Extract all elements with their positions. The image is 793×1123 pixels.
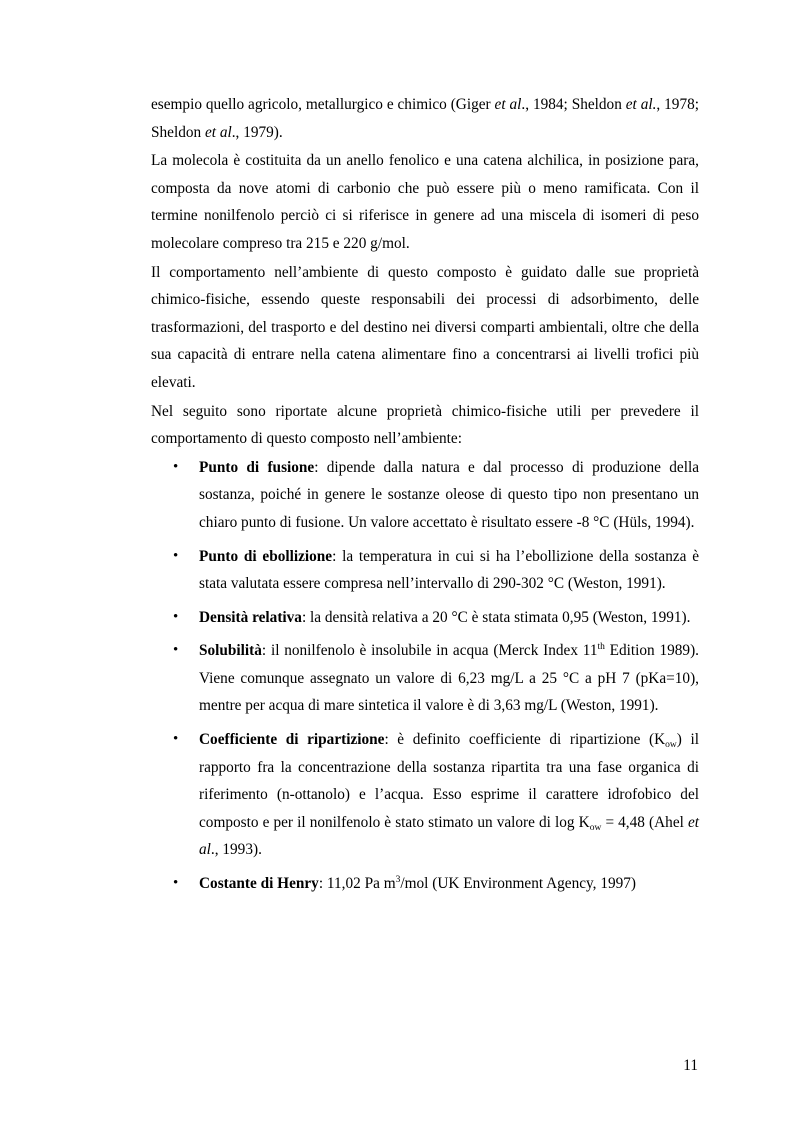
subscript: ow [589,822,602,833]
superscript: 3 [395,875,401,886]
list-item-punto-fusione [173,454,699,537]
text-run: esempio quello agricolo, metallurgico e chimico (Giger [151,96,495,113]
bullet-icon: • [173,458,179,475]
term-description: /mol (UK Environment Agency, 1997) [400,875,637,893]
paragraph-intro-list: Nel seguito sono riportate alcune proprietà chimico-fisiche utili per prevedere il comportamento di questo composto nell’ambiente: [151,402,699,448]
term-label: Solubilità [199,642,262,660]
text-run: , 1978; Sheldon [151,96,699,141]
term-description: : dipende dalla natura e dal processo di produzione della sostanza, poiché in genere le sostanze oleose di questo tipo non presentano un chiaro punto di fusione. Un valore accettato è risultato essere -8 °C (Hüls, 1994). [199,458,699,531]
term-description: ) il rapporto fra la concentrazione della sostanza ripartita tra una fase organica di riferimento (n-ottanolo) e l’acqua. Esso esprime il carattere idrofobico del composto e per il nonilfenolo è stato stimato un valore di log K [199,731,699,831]
italic-run: et al [204,123,232,141]
paragraph-molecule: La molecola è costituita da un anello fenolico e una catena alchilica, in posizione para, composta da nove atomi di carbonio che può essere più o meno ramificata. Con il termine nonilfenolo perciò ci si riferisce in genere ad una miscela di isomeri di peso molecolare compreso tra 215 e 220 g/mol. [151,152,699,252]
page-number: 11 [683,1057,698,1074]
bullet-icon: • [173,731,179,748]
paragraph-sources [151,91,699,146]
subscript: ow [665,740,677,751]
bullet-icon: • [173,875,179,892]
italic-run: et al [199,813,699,859]
list-item-densita-relativa [173,604,699,632]
term-label: Coefficiente di ripartizione [199,731,385,749]
term-description: : la densità relativa a 20 °C è stata stimata 0,95 (Weston, 1991). [301,608,691,626]
term-label: Punto di ebollizione [199,547,333,565]
term-description: = 4,48 (Ahel [601,813,688,831]
properties-list [151,454,699,898]
page-body [151,91,699,904]
bullet-icon: • [173,608,179,625]
term-description: : il nonilfenolo è insolubile in acqua (Merck Index 11 [261,642,598,660]
bullet-icon: • [173,547,179,564]
list-item-solubilita [173,637,699,720]
term-label: Costante di Henry [199,875,319,893]
term-description: Edition 1989). Viene comunque assegnato un valore di 6,23 mg/L a 25 °C a pH 7 (pKa=10), mentre per acqua di mare sintetica il valore è di 3,63 mg/L (Weston, 1991). [199,642,699,715]
bullet-icon: • [173,642,179,659]
term-label: Punto di fusione [199,458,315,476]
italic-run: et al [494,96,522,113]
list-item-punto-ebollizione [173,543,700,598]
text-run: ., 1984; Sheldon [521,96,626,113]
list-item-coefficiente-ripartizione [173,726,699,864]
list-item-costante-henry [173,870,699,898]
term-description: ., 1993). [210,841,262,859]
superscript: th [597,642,605,653]
term-description: : la temperatura in cui si ha l’ebollizione della sostanza è stata valutata essere compresa nell’intervallo di 290-302 °C (Weston, 1991). [199,547,700,593]
term-label: Densità relativa [199,608,302,626]
paragraph-behaviour: Il comportamento nell’ambiente di questo composto è guidato dalle sue proprietà chimico-fisiche, essendo queste responsabili dei processi di adsorbimento, delle trasformazioni, del trasporto e del destino nei diversi comparti ambientali, oltre che della sua capacità di entrare nella catena alimentare fino a concentrarsi ai livelli trofici più elevati. [151,263,699,391]
text-run: ., 1979). [231,123,283,141]
term-description: : 11,02 Pa m [318,875,396,893]
italic-run: et al. [625,96,657,113]
term-description: : è definito coefficiente di ripartizione (K [384,731,666,749]
